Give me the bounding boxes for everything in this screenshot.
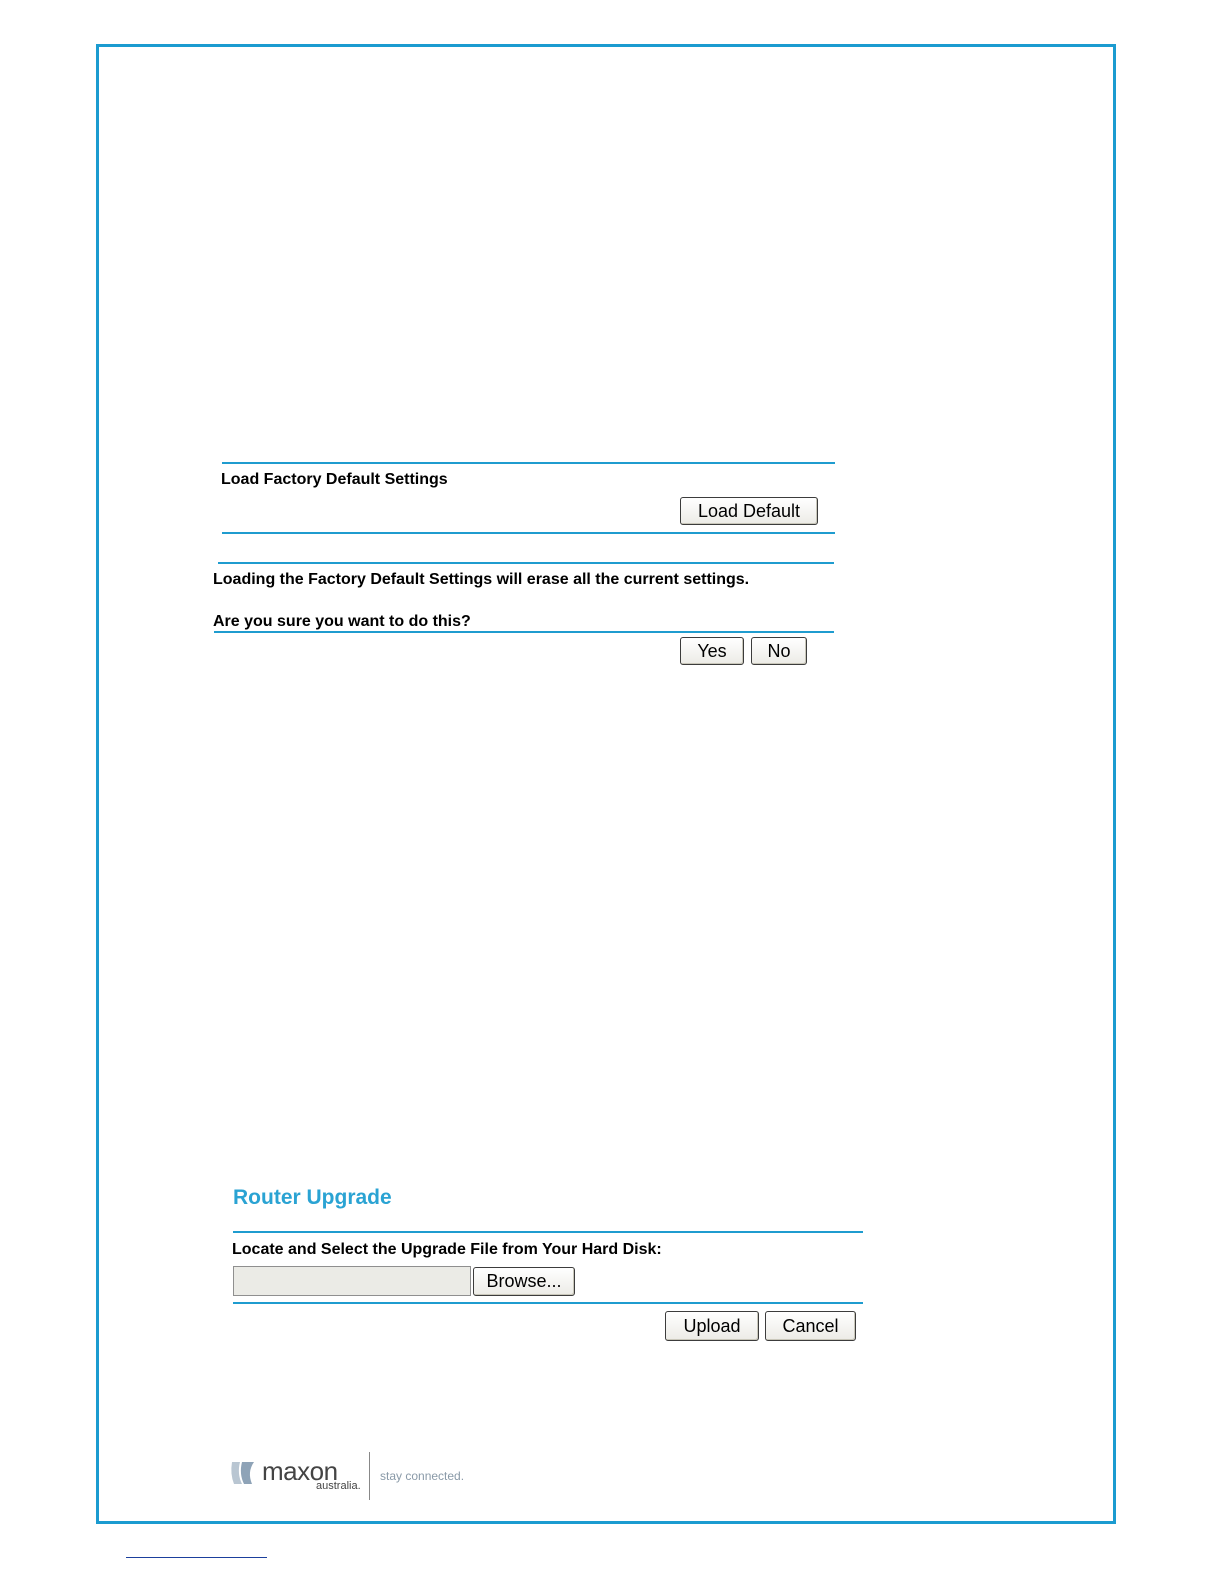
logo-divider xyxy=(369,1452,370,1500)
bottom-divider xyxy=(233,1302,863,1304)
logo-wordmark: maxon xyxy=(262,1456,338,1486)
cancel-button[interactable]: Cancel xyxy=(765,1311,856,1341)
top-divider xyxy=(222,462,835,464)
bottom-divider xyxy=(222,532,835,534)
router-upgrade-heading: Router Upgrade xyxy=(233,1186,392,1209)
footer-rule xyxy=(126,1557,267,1558)
top-divider xyxy=(218,562,834,564)
confirm-question: Are you sure you want to do this? xyxy=(213,613,471,630)
browse-button[interactable]: Browse... xyxy=(473,1267,575,1296)
maxon-mark-icon xyxy=(228,1460,256,1486)
upgrade-file-input[interactable] xyxy=(233,1266,471,1296)
logo-tagline: stay connected. xyxy=(380,1469,465,1483)
top-divider xyxy=(233,1231,863,1233)
warning-text: Loading the Factory Default Settings will erase all the current settings. xyxy=(213,571,750,588)
yes-button[interactable]: Yes xyxy=(680,637,744,665)
logo-subtext: australia. xyxy=(316,1480,361,1492)
upgrade-instruction: Locate and Select the Upgrade File from Your Hard Disk: xyxy=(232,1241,662,1258)
factory-default-title: Load Factory Default Settings xyxy=(221,471,448,488)
no-button[interactable]: No xyxy=(751,637,807,665)
maxon-logo xyxy=(228,1452,488,1502)
upload-button[interactable]: Upload xyxy=(665,1311,759,1341)
load-default-button[interactable]: Load Default xyxy=(680,497,818,525)
bottom-divider xyxy=(214,631,834,633)
